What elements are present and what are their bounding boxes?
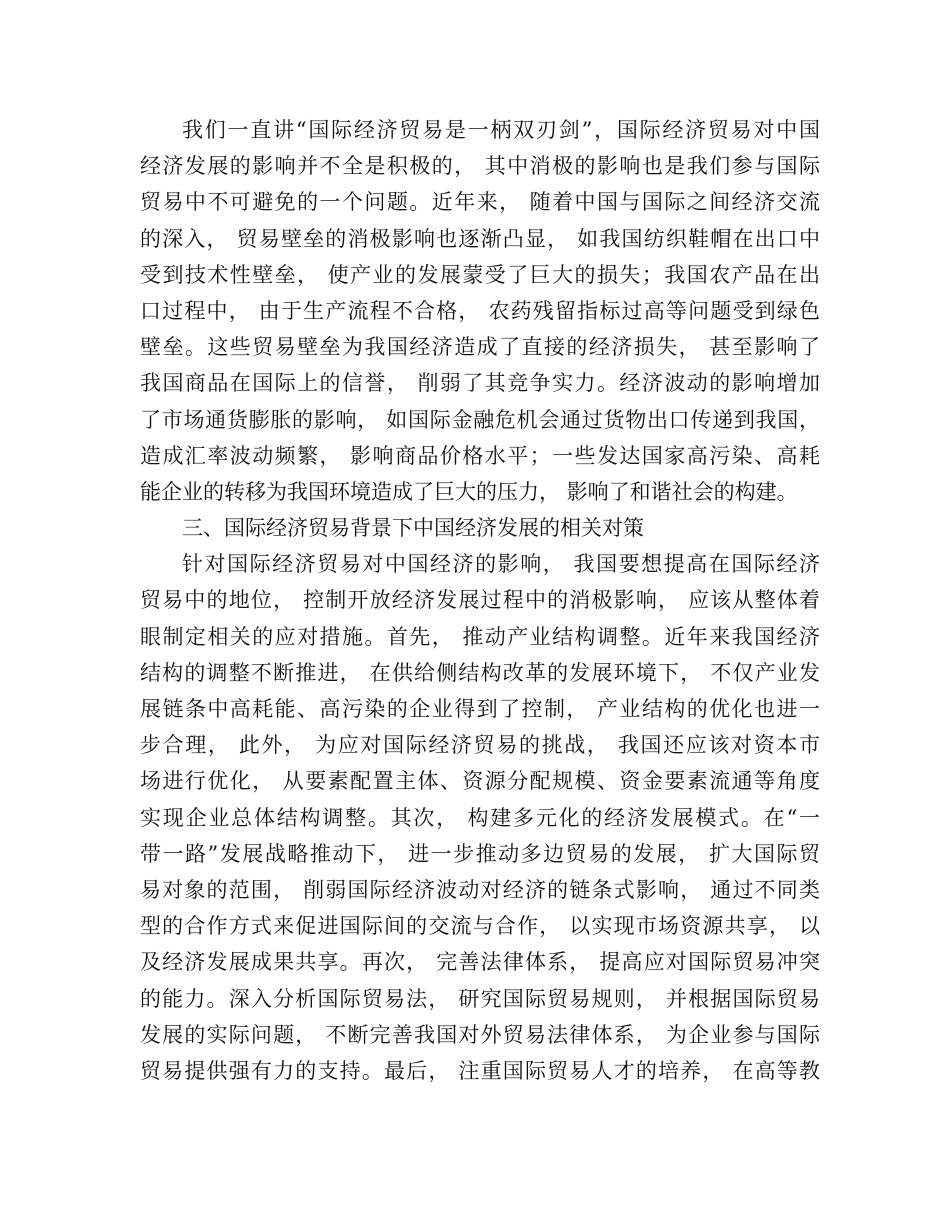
text-line: 受到技术性壁垒， 使产业的发展蒙受了巨大的损失；我国农产品在出 <box>140 262 820 287</box>
text-line: 壁垒。这些贸易壁垒为我国经济造成了直接的经济损失， 甚至影响了 <box>140 335 820 360</box>
text-line: 展链条中高耗能、高污染的企业得到了控制， 产业结构的优化也进一 <box>140 697 820 721</box>
text-line: 场进行优化， 从要素配置主体、资源分配规模、资金要素流通等角度 <box>140 769 820 794</box>
text-line: 步合理， 此外， 为应对国际经济贸易的挑战， 我国还应该对资本市 <box>140 733 820 758</box>
text-line: 带一路”发展战略推动下， 进一步推动多边贸易的发展， 扩大国际贸 <box>140 841 820 866</box>
text-line: 经济发展的影响并不全是积极的， 其中消极的影响也是我们参与国际 <box>140 154 820 179</box>
text-line: 及经济发展成果共享。再次， 完善法律体系， 提高应对国际贸易冲突 <box>140 950 820 975</box>
text-line-paragraph-1-start: 我们一直讲“国际经济贸易是一柄双刃剑”，国际经济贸易对中国 <box>182 118 820 142</box>
text-line: 易对象的范围， 削弱国际经济波动对经济的链条式影响， 通过不同类 <box>140 877 820 902</box>
body-text <box>140 112 820 1089</box>
text-line: 发展的实际问题， 不断完善我国对外贸易法律体系， 为企业参与国际 <box>140 1022 820 1047</box>
text-line: 型的合作方式来促进国际间的交流与合作， 以实现市场资源共享， 以 <box>140 914 820 939</box>
text-line: 贸易提供强有力的支持。最后， 注重国际贸易人才的培养， 在高等教 <box>140 1058 820 1083</box>
text-line: 我国商品在国际上的信誉， 削弱了其竞争实力。经济波动的影响增加 <box>140 371 820 396</box>
text-line: 眼制定相关的应对措施。首先， 推动产业结构调整。近年来我国经济 <box>140 624 820 649</box>
text-line: 实现企业总体结构调整。其次， 构建多元化的经济发展模式。在“一 <box>140 805 820 830</box>
text-line: 造成汇率波动频繁， 影响商品价格水平；一些发达国家高污染、高耗 <box>140 443 820 468</box>
text-line: 贸易中的地位， 控制开放经济发展过程中的消极影响， 应该从整体着 <box>140 588 820 613</box>
text-line-paragraph-2-start: 针对国际经济贸易对中国经济的影响， 我国要想提高在国际经济 <box>182 552 820 577</box>
text-line-paragraph-1-end: 能企业的转移为我国环境造成了巨大的压力， 影响了和谐社会的构建。 <box>140 479 798 504</box>
text-line: 了市场通货膨胀的影响， 如国际金融危机会通过货物出口传递到我国， <box>140 407 820 432</box>
text-line: 的深入， 贸易壁垒的消极影响也逐渐凸显， 如我国纺织鞋帽在出口中 <box>140 226 820 251</box>
section-heading: 三、国际经济贸易背景下中国经济发展的相关对策 <box>182 516 644 541</box>
text-line: 的能力。深入分析国际贸易法， 研究国际贸易规则， 并根据国际贸易 <box>140 986 820 1011</box>
text-line: 口过程中， 由于生产流程不合格， 农药残留指标过高等问题受到绿色 <box>140 298 820 323</box>
text-line: 结构的调整不断推进， 在供给侧结构改革的发展环境下， 不仅产业发 <box>140 660 820 685</box>
text-line: 贸易中不可避免的一个问题。近年来， 随着中国与国际之间经济交流 <box>140 190 820 215</box>
